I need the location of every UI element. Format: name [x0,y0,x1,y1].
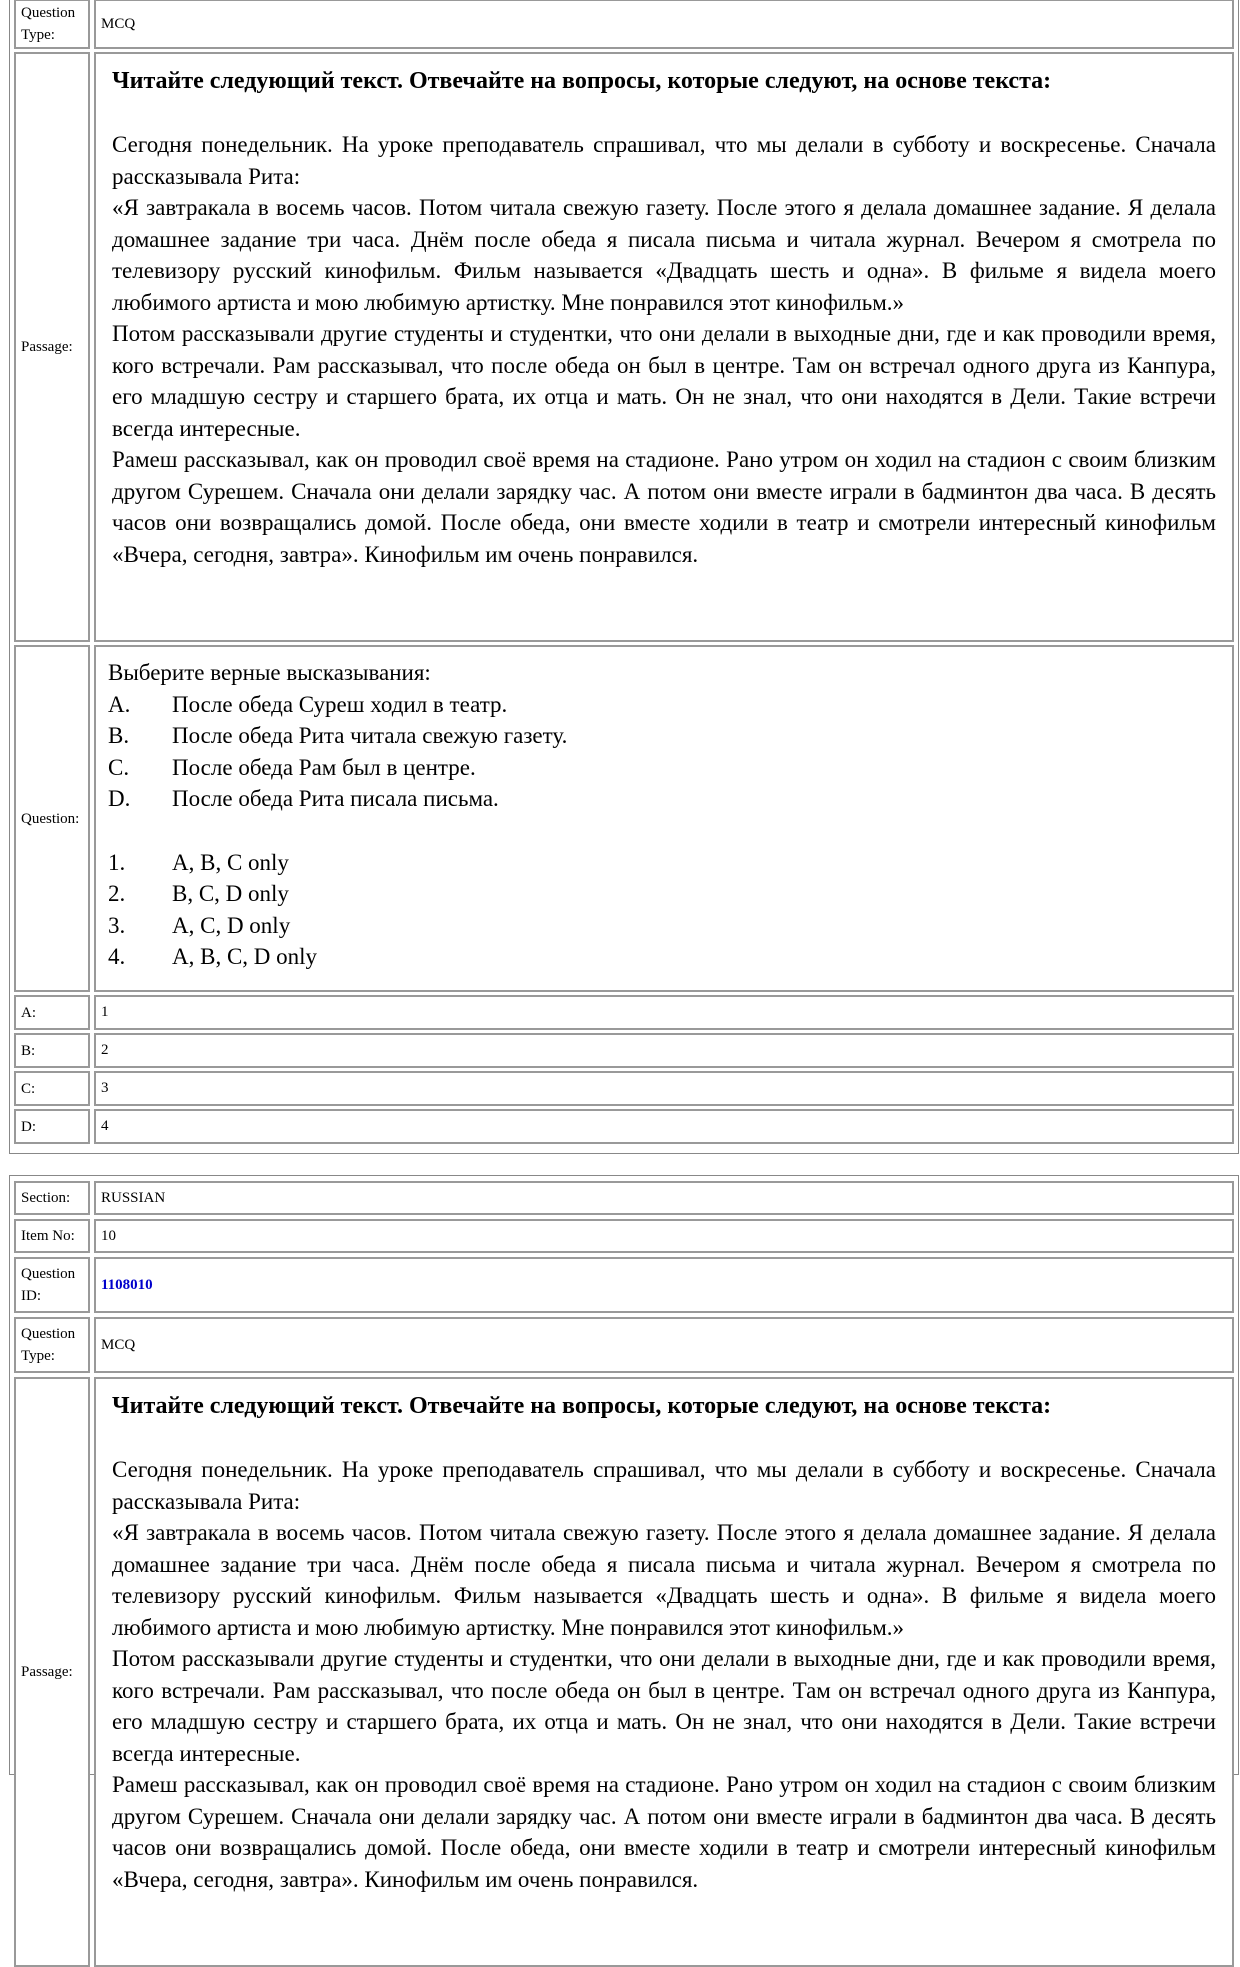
question-cell [94,645,1234,992]
section-row [14,1181,1234,1215]
passage-paragraph: Потом рассказывали другие студенты и студентки, что они делали в выходные дни, где и как проводили время, кого встречали. Рам рассказывал, что после обеда он был в центре. Там он встречал одного друга из Канпура, его младшую сестру и старшего брата, их отца и мать. Он не знал, что они находятся в Дели. Такие встречи всегда интересные. [112,1646,1216,1766]
option-text: A, B, C, D only [172,944,318,969]
statement-text: После обеда Рам был в центре. [172,754,476,780]
passage-label: Passage: [14,1377,90,1967]
question-type-value: MCQ [94,1317,1234,1373]
question-id-link[interactable]: 1108010 [101,1276,153,1293]
passage-row [14,52,1234,642]
answer-d-value: 4 [94,1109,1234,1144]
question-label: Question: [14,645,90,992]
passage-paragraph: «Я завтракала в восемь часов. Потом читала свежую газету. После этого я делала домашнее задание. Я делала домашнее задание три часа. Днём после обеда я писала письма и читала журнал. Вечером я смотрела по телевизору русский кинофильм. Фильм называется «Двадцать шесть и одна». В фильме я видела моего любимого артиста и мою любимую артистку. Мне понравился этот кинофильм.» [112,1520,1216,1640]
passage-row-2 [14,1377,1234,1967]
section-label: Section: [14,1181,90,1215]
option-label: 4. [108,944,126,969]
answer-a-value: 1 [94,995,1234,1030]
answer-row-d [14,1109,1234,1144]
answer-b-label: B: [14,1033,90,1068]
answer-b-value: 2 [94,1033,1234,1068]
option-item [108,847,567,879]
statement-item [108,783,567,815]
statement-text: После обеда Рита писала письма. [172,786,499,811]
answer-c-label: C: [14,1071,90,1106]
answer-a-label: A: [14,995,90,1030]
answer-c-value: 3 [94,1071,1234,1106]
option-item [108,910,567,942]
passage-paragraph: Сегодня понедельник. На уроке преподаватель спрашивал, что мы делали в субботу и воскресенье. Сначала рассказывала Рита: [112,132,1216,189]
answer-row-b [14,1033,1234,1068]
statement-label: D. [108,786,131,811]
answer-d-label: D: [14,1109,90,1144]
question-row [14,645,1234,992]
question-type-row-2 [14,1317,1234,1373]
statement-item [108,689,567,721]
question-block-1 [9,0,1239,1154]
passage-paragraph: Рамеш рассказывал, как он проводил своё время на стадионе. Рано утром он ходил на стадион с своим близким другом Сурешем. Сначала они делали зарядку час. А потом они вместе играли в бадминтон два часа. В десять часов они возвращались домой. После обеда, они вместе ходили в театр и смотрели интересный кинофильм «Вчера, сегодня, завтра». Кинофильм им очень понравился. [112,447,1216,567]
passage-cell [94,52,1234,642]
item-no-value: 10 [94,1219,1234,1253]
question-type-value: MCQ [94,0,1234,49]
question-block-2 [9,1175,1239,1892]
spacer [108,815,567,847]
option-text: A, C, D only [172,912,291,938]
option-item [108,941,567,973]
option-text: B, C, D only [172,881,289,906]
question-type-label: Question Type: [14,0,90,49]
statement-label: B. [108,723,130,748]
answer-row-a [14,995,1234,1030]
passage-cell [94,1377,1234,1967]
passage-paragraph: Сегодня понедельник. На уроке преподаватель спрашивал, что мы делали в субботу и воскресенье. Сначала рассказывала Рита: [112,1457,1216,1514]
passage-paragraph: «Я завтракала в восемь часов. Потом читала свежую газету. После этого я делала домашнее задание. Я делала домашнее задание три часа. Днём после обеда я писала письма и читала журнал. Вечером я смотрела по телевизору русский кинофильм. Фильм называется «Двадцать шесть и одна». В фильме я видела моего любимого артиста и мою любимую артистку. Мне понравился этот кинофильм.» [112,195,1216,315]
passage-body [112,1454,1216,1895]
question-type-row [14,0,1234,49]
passage-heading: Читайте следующий текст. Отвечайте на вопросы, которые следуют, на основе текста: [112,68,1052,94]
section-value: RUSSIAN [94,1181,1234,1215]
answer-row-c [14,1071,1234,1106]
passage-paragraph: Рамеш рассказывал, как он проводил своё время на стадионе. Рано утром он ходил на стадион с своим близким другом Сурешем. Сначала они делали зарядку час. А потом они вместе играли в бадминтон два часа. В десять часов они возвращались домой. После обеда, они вместе ходили в театр и смотрели интересный кинофильм «Вчера, сегодня, завтра». Кинофильм им очень понравился. [112,1772,1216,1892]
question-id-label: Question ID: [14,1257,90,1313]
item-no-label: Item No: [14,1219,90,1253]
question-text [108,657,567,973]
passage-heading: Читайте следующий текст. Отвечайте на вопросы, которые следуют, на основе текста: [112,1393,1052,1419]
passage-label: Passage: [14,52,90,642]
question-id-row [14,1257,1234,1313]
statement-text: После обеда Рита читала свежую газету. [172,723,568,748]
item-no-row [14,1219,1234,1253]
statement-label: C. [108,754,130,780]
passage-paragraph: Потом рассказывали другие студенты и студентки, что они делали в выходные дни, где и как проводили время, кого встречали. Рам рассказывал, что после обеда он был в центре. Там он встречал одного друга из Канпура, его младшую сестру и старшего брата, их отца и мать. Он не знал, что они находятся в Дели. Такие встречи всегда интересные. [112,321,1216,441]
statement-item [108,720,567,752]
passage-body [112,129,1216,570]
option-label: 1. [108,849,126,875]
statement-label: A. [108,691,131,717]
question-type-label: Question Type: [14,1317,90,1373]
statement-text: После обеда Суреш ходил в театр. [172,691,508,717]
statement-item [108,752,567,784]
option-text: A, B, C only [172,849,289,875]
option-label: 2. [108,881,126,906]
question-prompt: Выберите верные высказывания: [108,660,431,685]
option-label: 3. [108,912,126,938]
question-id-cell [94,1257,1234,1313]
option-item [108,878,567,910]
